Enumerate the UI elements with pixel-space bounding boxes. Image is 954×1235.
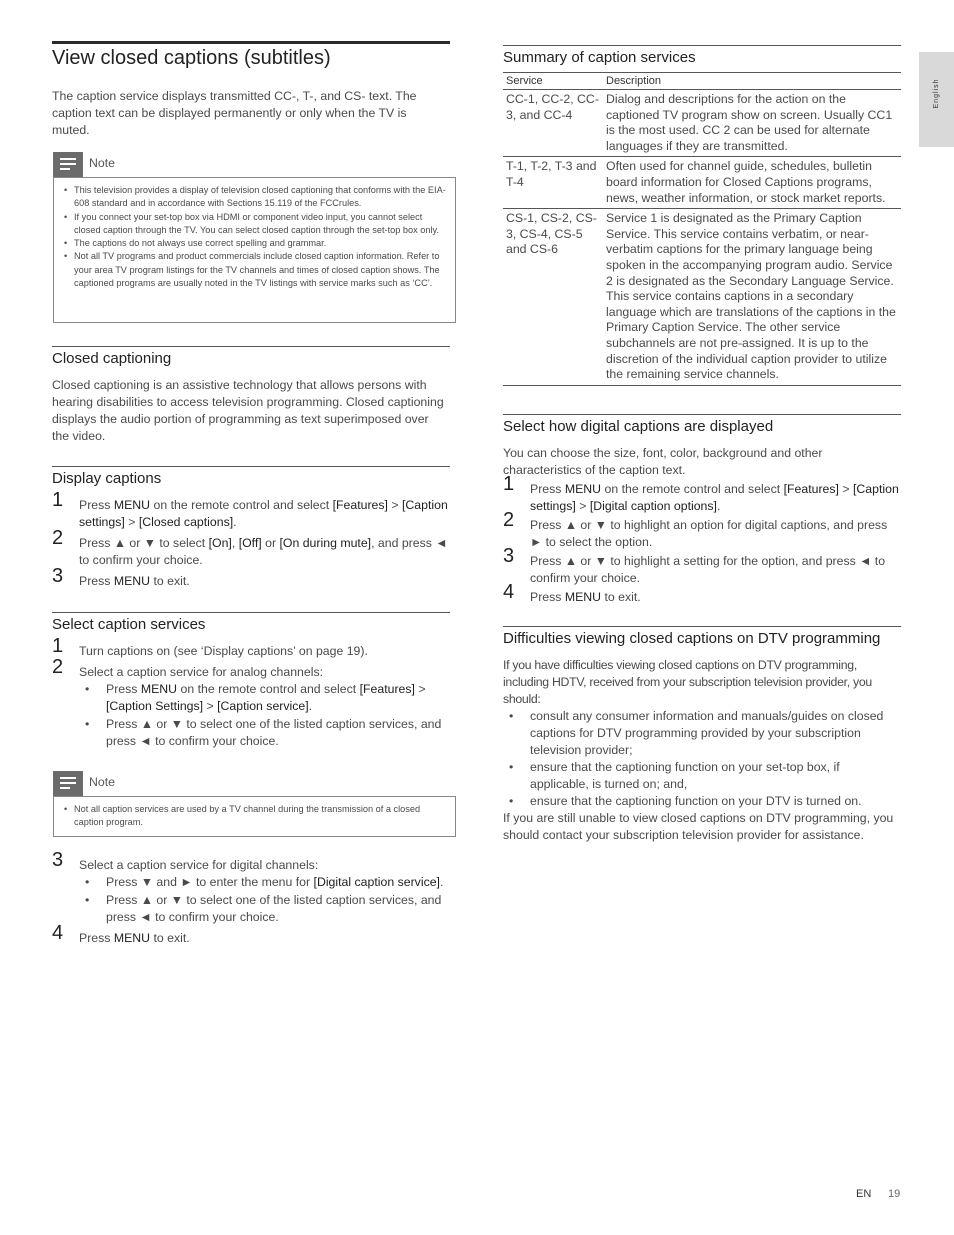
list-item: • consult any consumer information and manuals/guides on closed captions for DTV programming provided by your subscription television provider; (503, 708, 901, 759)
step: 1 Press MENU on the remote control and select [Features] > [Caption settings] > [Closed captions]. (52, 489, 448, 529)
note-icon (53, 152, 83, 177)
step: 4 Press MENU to exit. (503, 581, 641, 604)
note-item: • Not all caption services are used by a TV channel during the transmission of a closed caption program. (60, 803, 449, 830)
difficulties-intro: If you have difficulties viewing closed captions on DTV programming, including HDTV, received from your subscription television provider, you should: (503, 658, 872, 706)
list-item: • ensure that the captioning function on your DTV is turned on. (503, 793, 901, 810)
list-item: • Press ▼ and ► to enter the menu for [Digital caption service]. (79, 874, 450, 891)
section-rule (52, 466, 450, 467)
table-cell: T-1, T-2, T-3 and T-4 (503, 157, 603, 209)
list-item: • Press ▲ or ▼ to select one of the listed caption services, and press ◄ to confirm your choice. (79, 892, 450, 926)
section-rule (503, 414, 901, 415)
note-label: Note (89, 775, 115, 789)
page-title: View closed captions (subtitles) (52, 47, 331, 69)
table-cell: CS-1, CS-2, CS-3, CS-4, CS-5 and CS-6 (503, 209, 603, 386)
caption-services-table (503, 72, 901, 386)
table-header: Description (603, 73, 901, 90)
note-box (53, 177, 456, 323)
difficulties-outro: If you are still unable to view closed captions on DTV programming, you should contact your subscription television provider for assistance. (503, 811, 894, 842)
digital-intro: You can choose the size, font, color, background and other characteristics of the caption text. (503, 446, 823, 477)
list-item: • ensure that the captioning function on your set-top box, if applicable, is turned on; and, (503, 759, 901, 793)
title-rule (52, 41, 450, 44)
closed-captioning-heading: Closed captioning (52, 350, 172, 367)
page-number: 19 (888, 1188, 901, 1200)
footer-language: EN (856, 1188, 872, 1200)
step: 3 Select a caption service for digital channels: (52, 849, 319, 872)
select-caption-services-heading: Select caption services (52, 616, 206, 633)
table-row (503, 209, 901, 386)
note-item: • The captions do not always use correct spelling and grammar. (60, 237, 449, 250)
step: 1 Press MENU on the remote control and select [Features] > [Caption settings] > [Digital caption options]. (503, 473, 899, 513)
note-icon (53, 771, 83, 796)
step: 2 Press ▲ or ▼ to select [On], [Off] or [On during mute], and press ◄ to confirm your choice. (52, 527, 448, 567)
note-item: • This television provides a display of television closed captioning that conforms with the EIA-608 standard and in accordance with Sections 15.119 of the FCCrules. (60, 184, 449, 211)
table-row (503, 90, 901, 157)
step: 4 Press MENU to exit. (52, 922, 190, 945)
intro-text: The caption service displays transmitted CC-, T-, and CS- text. The caption text can be displayed permanently or only when the TV is muted. (52, 89, 417, 137)
step: 2 Select a caption service for analog channels: (52, 656, 324, 679)
section-rule (503, 626, 901, 627)
difficulties-heading: Difficulties viewing closed captions on DTV programming (503, 630, 881, 647)
note-box (53, 796, 456, 837)
table-row (503, 157, 901, 209)
step: 1 Turn captions on (see ‘Display captions’ on page 19). (52, 635, 368, 658)
section-rule (52, 346, 450, 347)
list-item: • Press MENU on the remote control and select [Features] > [Caption Settings] > [Caption service]. (79, 681, 450, 715)
note-label: Note (89, 156, 115, 170)
step: 3 Press ▲ or ▼ to highlight a setting for the option, and press ◄ to confirm your choice. (503, 545, 886, 585)
closed-captioning-text: Closed captioning is an assistive technology that allows persons with hearing disabilities to access television programming. Closed captioning displays the audio portion of programming as text superimposed over the video. (52, 378, 444, 443)
list-item: • Press ▲ or ▼ to select one of the listed caption services, and press ◄ to confirm your choice. (79, 716, 450, 750)
table-cell: CC-1, CC-2, CC-3, and CC-4 (503, 90, 603, 157)
section-rule (503, 45, 901, 46)
table-cell: Dialog and descriptions for the action on the captioned TV program show on screen. Usually CC1 is the most used. CC 2 can be used for alternate languages if they are transmitted. (603, 90, 901, 157)
display-captions-heading: Display captions (52, 470, 162, 487)
note-item: • Not all TV programs and product commercials include closed caption information. Refer to your area TV program listings for the TV channels and times of closed caption shows. The captioned programs are usually noted in the TV listings with service marks such as ‘CC’. (60, 250, 449, 290)
language-label: English (933, 78, 940, 109)
note-item: • If you connect your set-top box via HDMI or component video input, you cannot select closed caption through the TV. You can select closed caption through the set-top box only. (60, 211, 449, 238)
section-rule (52, 612, 450, 613)
table-cell: Often used for channel guide, schedules, bulletin board information for Closed Captions programs, news, weather information, or stock market reports. (603, 157, 901, 209)
step: 3 Press MENU to exit. (52, 565, 190, 588)
digital-captions-heading: Select how digital captions are displayed (503, 418, 774, 435)
language-side-tab (919, 52, 954, 147)
table-header: Service (503, 73, 603, 90)
step: 2 Press ▲ or ▼ to highlight an option for digital captions, and press ► to select the option. (503, 509, 888, 549)
table-cell: Service 1 is designated as the Primary Caption Service. This service contains verbatim, or near-verbatim captions for the primary language being spoken in the accompanying program audio. Service 2 is designated as the Secondary Language Service. This service contains captions in a secondary language which are translations of the captions in the Primary Caption Service. The other service subchannels are not pre-assigned. It is up to the discretion of the individual caption provider to utilize the remaining service channels. (603, 209, 901, 386)
summary-heading: Summary of caption services (503, 49, 696, 66)
